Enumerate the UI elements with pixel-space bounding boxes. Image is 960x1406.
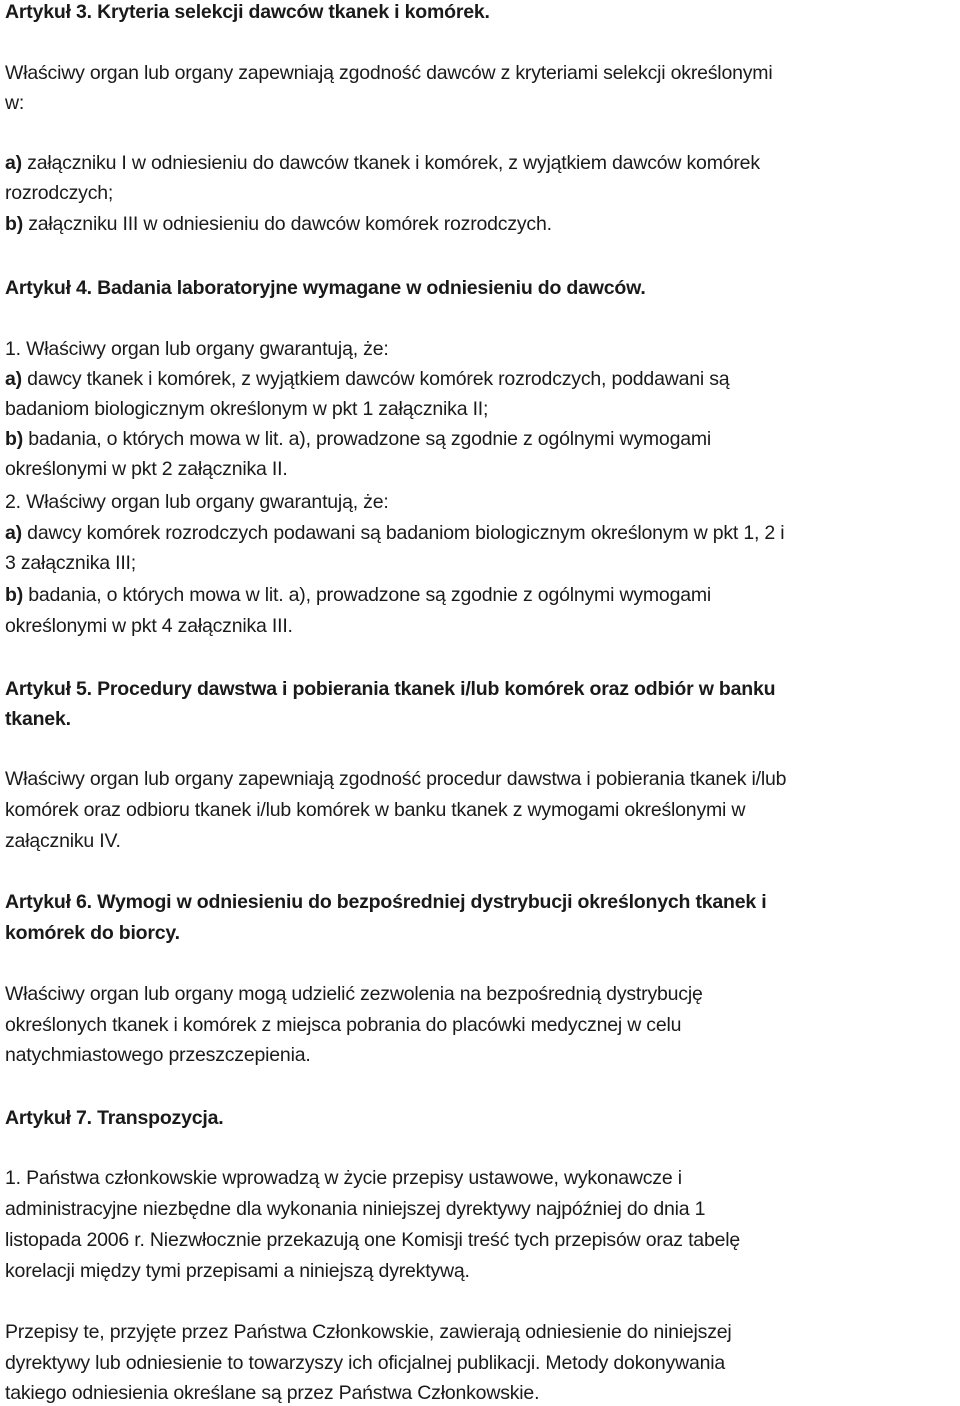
paragraph-line: dyrektywy lub odniesienie to towarzyszy ich oficjalnej publikacji. Metody dokonywania [5, 1352, 726, 1374]
paragraph-line: rozrodczych; [5, 182, 114, 204]
paragraph-line: Właściwy organ lub organy zapewniają zgodność dawców z kryteriami selekcji określonymi [5, 62, 773, 84]
paragraph-line: takiego odniesienia określane są przez Państwa Członkowskie. [5, 1382, 540, 1404]
article-title: Procedury dawstwa i pobierania tkanek i/lub komórek oraz odbiór w banku [97, 678, 776, 700]
article-title: Artykuł 7. Transpozycja. [5, 1107, 224, 1129]
article-6-heading [5, 889, 766, 915]
list-item [5, 582, 711, 608]
paragraph-line: korelacji między tymi przepisami a niniejszą dyrektywą. [5, 1260, 470, 1282]
list-text: załączniku I w odniesieniu do dawców tkanek i komórek, z wyjątkiem dawców komórek [27, 152, 760, 174]
list-item [5, 150, 760, 176]
article-title-continued [5, 706, 71, 732]
paragraph-line: określonych tkanek i komórek z miejsca pobrania do placówki medycznej w celu [5, 1014, 682, 1036]
list-marker: a) [5, 522, 22, 544]
list-item [5, 520, 784, 546]
list-item [5, 366, 729, 392]
paragraph-line: natychmiastowego przeszczepienia. [5, 1044, 311, 1066]
paragraph-line: 2. Właściwy organ lub organy gwarantują, że: [5, 491, 389, 513]
article-title: Wymogi w odniesieniu do bezpośredniej dystrybucji określonych tkanek i [97, 891, 767, 913]
list-marker: a) [5, 368, 22, 390]
list-item [5, 426, 711, 452]
list-item [5, 211, 552, 237]
paragraph-line: listopada 2006 r. Niezwłocznie przekazują one Komisji treść tych przepisów oraz tabelę [5, 1229, 741, 1251]
paragraph-line: Właściwy organ lub organy mogą udzielić zezwolenia na bezpośrednią dystrybucję [5, 983, 703, 1005]
paragraph-line: komórek oraz odbioru tkanek i/lub komórek w banku tkanek z wymogami określonymi w [5, 799, 746, 821]
article-title-continued [5, 920, 180, 946]
list-marker: a) [5, 152, 22, 174]
paragraph-line: załączniku IV. [5, 830, 121, 852]
list-text: badania, o których mowa w lit. a), prowadzone są zgodnie z ogólnymi wymogami [28, 584, 712, 606]
paragraph-line: określonymi w pkt 2 załącznika II. [5, 458, 288, 480]
article-title: komórek do biorcy. [5, 922, 180, 944]
article-7-heading [5, 1105, 223, 1131]
list-text: badania, o których mowa w lit. a), prowadzone są zgodnie z ogólnymi wymogami [28, 428, 712, 450]
list-text: dawcy tkanek i komórek, z wyjątkiem dawców komórek rozrodczych, poddawani są [27, 368, 730, 390]
article-5-heading [5, 676, 775, 702]
paragraph-line: 1. Właściwy organ lub organy gwarantują, że: [5, 338, 389, 360]
list-marker: b) [5, 428, 24, 450]
list-marker: b) [5, 584, 24, 606]
list-marker: b) [5, 213, 24, 235]
paragraph-line: 3 załącznika III; [5, 552, 136, 574]
paragraph-line: 1. Państwa członkowskie wprowadzą w życie przepisy ustawowe, wykonawcze i [5, 1167, 682, 1189]
article-4-heading [5, 275, 646, 301]
article-label: Artykuł 5. [5, 678, 92, 700]
paragraph-line: określonymi w pkt 4 załącznika III. [5, 615, 293, 637]
article-label: Artykuł 3. [5, 1, 92, 23]
list-text: dawcy komórek rozrodczych podawani są badaniom biologicznym określonym w pkt 1, 2 i [27, 522, 785, 544]
paragraph-line: administracyjne niezbędne dla wykonania niniejszej dyrektywy najpóźniej do dnia 1 [5, 1198, 706, 1220]
article-label: Artykuł 4. [5, 277, 92, 299]
paragraph-line: w: [5, 92, 25, 114]
paragraph-line: Właściwy organ lub organy zapewniają zgodność procedur dawstwa i pobierania tkanek i/lub [5, 768, 787, 790]
article-title: tkanek. [5, 708, 71, 730]
article-label: Artykuł 6. [5, 891, 92, 913]
paragraph-line: badaniom biologicznym określonym w pkt 1 załącznika II; [5, 398, 489, 420]
list-text: załączniku III w odniesieniu do dawców komórek rozrodczych. [28, 213, 552, 235]
paragraph-line: Przepisy te, przyjęte przez Państwa Członkowskie, zawierają odniesienie do niniejszej [5, 1321, 732, 1343]
article-3-heading [5, 0, 490, 25]
article-title: Kryteria selekcji dawców tkanek i komórek. [97, 1, 490, 23]
article-title: Badania laboratoryjne wymagane w odniesieniu do dawców. [97, 277, 646, 299]
